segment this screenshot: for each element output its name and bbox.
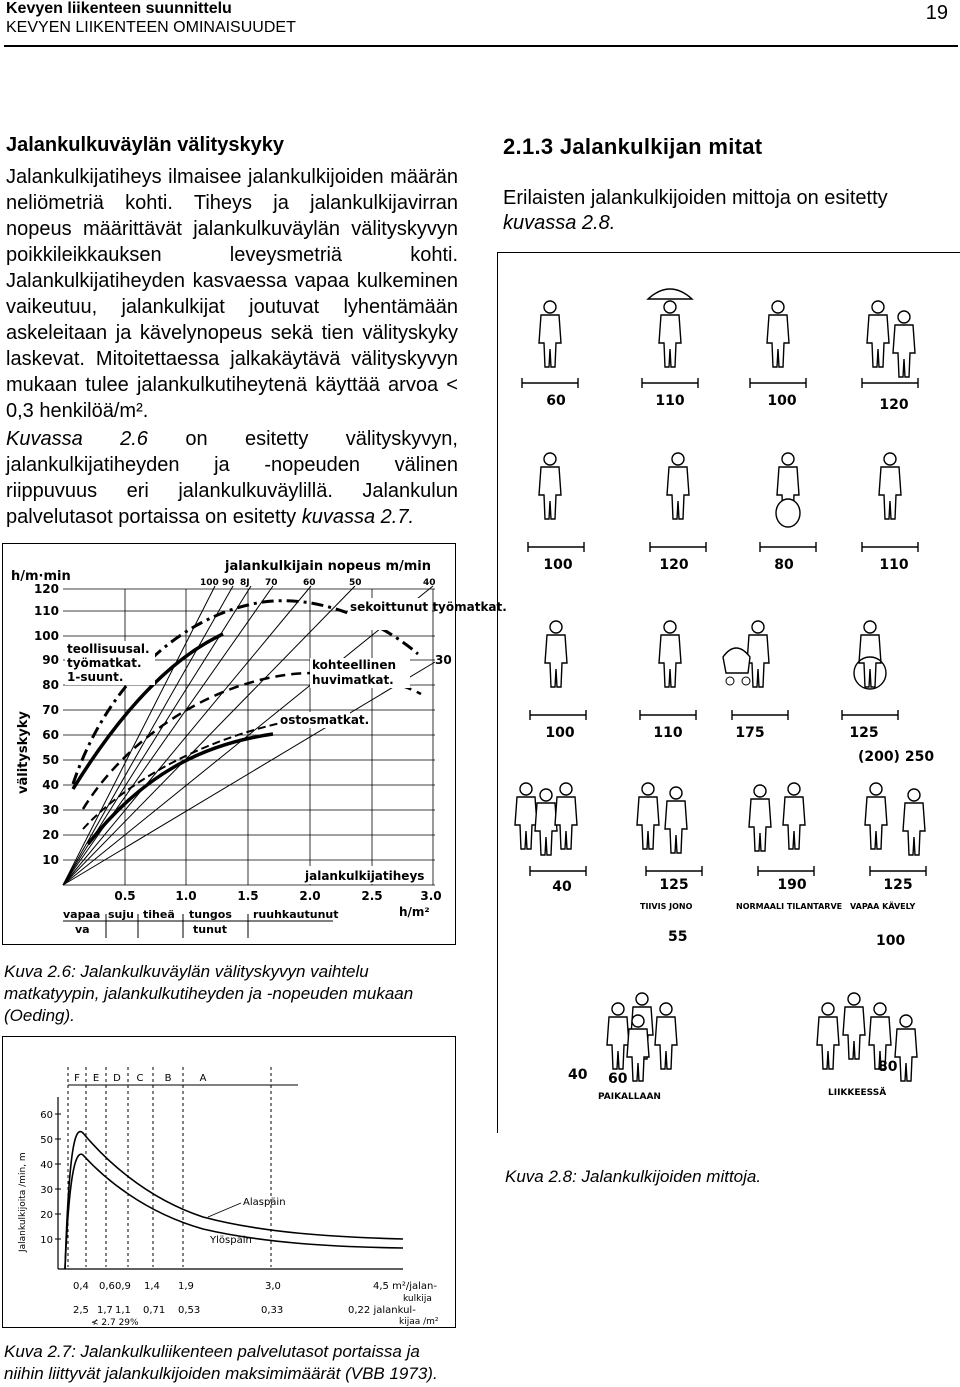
fig28-dim: 80 bbox=[774, 557, 794, 573]
fig27-x-row1: 3,0 bbox=[265, 1281, 281, 1292]
fig28-dim: 100 bbox=[543, 557, 573, 573]
fig27-x-row1: 0,6 bbox=[99, 1281, 115, 1292]
fig28-dim: 60 bbox=[546, 393, 566, 409]
fig26-x-tick: 1.5 bbox=[237, 889, 259, 903]
fig28-dim: 100 bbox=[876, 933, 906, 949]
figure-2-6 bbox=[2, 543, 507, 945]
fig28-dim: 100 bbox=[767, 393, 797, 409]
fig26-zone: ruuhkautunut bbox=[253, 908, 339, 921]
fig26-y-tick: 10 bbox=[42, 853, 59, 867]
figure-2-8 bbox=[497, 252, 960, 1133]
fig27-y-tick: 10 bbox=[40, 1235, 53, 1246]
fig27-level: A bbox=[199, 1073, 207, 1084]
fig27-x-row1: 1,9 bbox=[178, 1281, 194, 1292]
fig26-y-tick: 100 bbox=[33, 629, 59, 643]
fig27-level: E bbox=[92, 1073, 100, 1084]
fig27-y-tick: 20 bbox=[40, 1210, 53, 1221]
fig26-x-tick: 0.5 bbox=[114, 889, 136, 903]
fig26-top-tick: 50 bbox=[349, 578, 362, 588]
fig26-x-tick: 3.0 bbox=[420, 889, 442, 903]
fig28-dim: 120 bbox=[879, 397, 909, 413]
fig26-x-unit: h/m² bbox=[399, 905, 430, 919]
fig27-y-tick: 60 bbox=[40, 1110, 53, 1121]
fig26-y-tick: 50 bbox=[42, 753, 59, 767]
fig27-x-row2: 2,5 bbox=[73, 1305, 89, 1316]
fig26-top-tick: 40 bbox=[423, 578, 436, 588]
fig27-curve-up: Ylöspäin bbox=[210, 1235, 252, 1246]
fig27-level: B bbox=[164, 1073, 172, 1084]
fig27-x-row1: 4,5 m²/jalan- bbox=[373, 1281, 437, 1292]
fig26-top-tick: 90 bbox=[222, 578, 235, 588]
fig26-label-attraction: huvimatkat. bbox=[312, 673, 394, 687]
figure-ref-2-6[interactable]: Kuvassa 2.6 bbox=[6, 428, 148, 450]
fig26-x-title: jalankulkijatiheys bbox=[305, 869, 425, 883]
fig26-y-tick: 120 bbox=[33, 582, 59, 596]
figure-2-8-caption: Kuva 2.8: Jalankulkijoiden mittoja. bbox=[505, 1167, 762, 1186]
fig26-zone: tiheä bbox=[143, 908, 175, 921]
fig28-dim-extra: (200) 250 bbox=[857, 749, 935, 765]
fig26-zone: va bbox=[75, 923, 90, 936]
fig28-dim: 190 bbox=[777, 877, 807, 893]
fig27-x-row2: 0,22 jalankul- bbox=[348, 1305, 416, 1316]
fig28-dim: 60 bbox=[608, 1071, 628, 1087]
fig28-dim: 125 bbox=[659, 877, 689, 893]
fig26-zone: tungos bbox=[189, 908, 232, 921]
fig26-label-industrial: työmatkat. bbox=[67, 656, 142, 670]
fig27-x-row2: 0,33 bbox=[261, 1305, 284, 1316]
fig28-label: TIIVIS JONO bbox=[640, 902, 693, 911]
fig27-level: F bbox=[74, 1073, 80, 1084]
fig28-dim: 110 bbox=[653, 725, 683, 741]
fig26-label-mixed: sekoittunut työmatkat. bbox=[350, 600, 507, 614]
fig26-top-tick: 70 bbox=[265, 578, 278, 588]
fig28-label: PAIKALLAAN bbox=[598, 1092, 661, 1102]
fig26-zone: vapaa bbox=[63, 908, 101, 921]
fig27-x-row1-extra: kulkija bbox=[403, 1294, 432, 1304]
fig28-dim: 55 bbox=[668, 929, 688, 945]
fig27-x-row1: 0,9 bbox=[115, 1281, 131, 1292]
fig26-label-industrial: 1-suunt. bbox=[67, 670, 124, 684]
fig26-y-tick: 30 bbox=[42, 803, 59, 817]
fig27-level: D bbox=[113, 1073, 121, 1084]
paragraph-figure-refs bbox=[6, 426, 458, 530]
fig26-y-tick: 40 bbox=[42, 778, 59, 792]
fig27-x-row2: 0,53 bbox=[178, 1305, 201, 1316]
figure-2-6-caption: Kuva 2.6: Jalankulkuväylän välityskyvyn vaihtelu matkatyypin, jalankulkutiheyden ja -nopeuden mukaan (Oeding). bbox=[4, 962, 414, 1025]
paragraph-text: on esitetty välityskyvyn, jalankulkijatiheyden ja -nopeuden välinen riippuvuus eri jalankulkuväylillä. Jalankulun palvelutasot portaissa on esitetty bbox=[6, 428, 458, 528]
fig27-y-tick: 50 bbox=[40, 1135, 53, 1146]
fig26-y-tick: 80 bbox=[42, 678, 59, 692]
fig28-dim: 100 bbox=[545, 725, 575, 741]
page-number: 19 bbox=[925, 2, 948, 24]
fig27-x-row3: ≮ 2.7 29% bbox=[91, 1318, 139, 1328]
header-rule bbox=[4, 45, 958, 47]
fig26-y-tick: 90 bbox=[42, 653, 59, 667]
paragraph-density: Jalankulkijatiheys ilmaisee jalankulkijoiden määrän neliömetriä kohti. Tiheys ja jalankulkijavirran nopeus määrittävät jalankulkuväylän välityskyvyn poikkileikkauksen leveysmetriä kohti. Jalankulkijatiheyden kasvaessa vapaa kulkeminen vaikeutuu, jalankulkijat joutuvat lyhentämään askeleitaan ja kävelynopeus sekä tien välityskyky laskevat. Mitoitettaessa jalkakäytävä välityskyvyn mukaan tulee jalankulkutiheytenä käyttää arvoa < 0,3 henkilöä/m². bbox=[6, 166, 458, 422]
figure-2-7 bbox=[2, 1036, 456, 1328]
fig27-x-row1: 1,4 bbox=[144, 1281, 160, 1292]
fig26-top-tick: 60 bbox=[303, 578, 316, 588]
fig27-x-row2: 0,71 bbox=[143, 1305, 166, 1316]
fig28-dim: 125 bbox=[849, 725, 879, 741]
fig28-label: NORMAALI TILANTARVE bbox=[736, 902, 843, 911]
paragraph-dimensions bbox=[503, 186, 953, 236]
fig28-dim: 110 bbox=[655, 393, 685, 409]
fig26-label-industrial: teollisuusal. bbox=[67, 642, 150, 656]
intro-text: Erilaisten jalankulkijoiden mittoja on esitetty bbox=[503, 187, 888, 209]
fig28-dim: 110 bbox=[879, 557, 909, 573]
header-title: Kevyen liikenteen suunnittelu bbox=[6, 0, 232, 17]
fig26-x-tick: 2.0 bbox=[299, 889, 321, 903]
fig26-y-axis-label: välityskyky bbox=[16, 711, 31, 794]
fig28-label: LIIKKEESSÄ bbox=[828, 1088, 887, 1098]
fig26-y-tick: 70 bbox=[42, 703, 59, 717]
fig27-x-row2-extra: kijaa /m² bbox=[399, 1317, 439, 1327]
section-heading-dimensions: 2.1.3 Jalankulkijan mitat bbox=[503, 134, 763, 159]
fig28-label: VAPAA KÄVELY bbox=[850, 902, 916, 911]
section-heading-capacity: Jalankulkuväylän välityskyky bbox=[6, 134, 284, 156]
fig26-top-title: jalankulkijain nopeus m/min bbox=[225, 559, 432, 574]
fig26-label-attraction: kohteellinen bbox=[312, 658, 397, 672]
figure-ref-2-8[interactable]: kuvassa 2.8. bbox=[503, 212, 616, 234]
fig28-dim: 125 bbox=[883, 877, 913, 893]
header-subtitle: KEVYEN LIIKENTEEN OMINAISUUDET bbox=[6, 19, 296, 36]
fig28-dim: 120 bbox=[659, 557, 689, 573]
fig26-y-tick: 110 bbox=[33, 604, 59, 618]
fig26-top-tick: 100 bbox=[200, 578, 219, 588]
fig28-dim: 40 bbox=[568, 1067, 588, 1083]
fig26-y-tick: 20 bbox=[42, 828, 59, 842]
fig26-zone: tunut bbox=[193, 923, 228, 936]
fig27-y-tick: 40 bbox=[40, 1160, 53, 1171]
fig26-x-tick: 1.0 bbox=[175, 889, 197, 903]
fig28-dim: 175 bbox=[735, 725, 765, 741]
fig28-dim: 40 bbox=[552, 879, 572, 895]
figure-ref-2-7[interactable]: kuvassa 2.7. bbox=[301, 506, 415, 528]
fig27-level: C bbox=[136, 1073, 144, 1084]
fig26-label-shopping: ostosmatkat. bbox=[280, 713, 370, 727]
fig27-x-row2: 1,7 bbox=[97, 1305, 113, 1316]
fig26-y-tick: 60 bbox=[42, 728, 59, 742]
fig28-dim: 80 bbox=[878, 1059, 898, 1075]
fig27-x-row1: 0,4 bbox=[73, 1281, 89, 1292]
fig27-curve-down: Alaspäin bbox=[243, 1197, 286, 1208]
fig27-y-axis-label: Jalankulkijoita /min, m bbox=[18, 1152, 28, 1252]
fig27-y-tick: 30 bbox=[40, 1185, 53, 1196]
fig26-top-tick: 8J bbox=[240, 578, 250, 588]
fig27-x-row2: 1,1 bbox=[115, 1305, 131, 1316]
fig26-right-speed: 30 bbox=[435, 653, 452, 667]
fig26-y-unit: h/m·min bbox=[11, 569, 71, 584]
fig26-x-tick: 2.5 bbox=[361, 889, 383, 903]
figure-2-7-caption: Kuva 2.7: Jalankulkuliikenteen palvelutasot portaissa ja niihin liittyvät jalankulkijoiden maksimimäärät (VBB 1973). bbox=[4, 1342, 438, 1383]
fig26-zone: suju bbox=[108, 908, 134, 921]
